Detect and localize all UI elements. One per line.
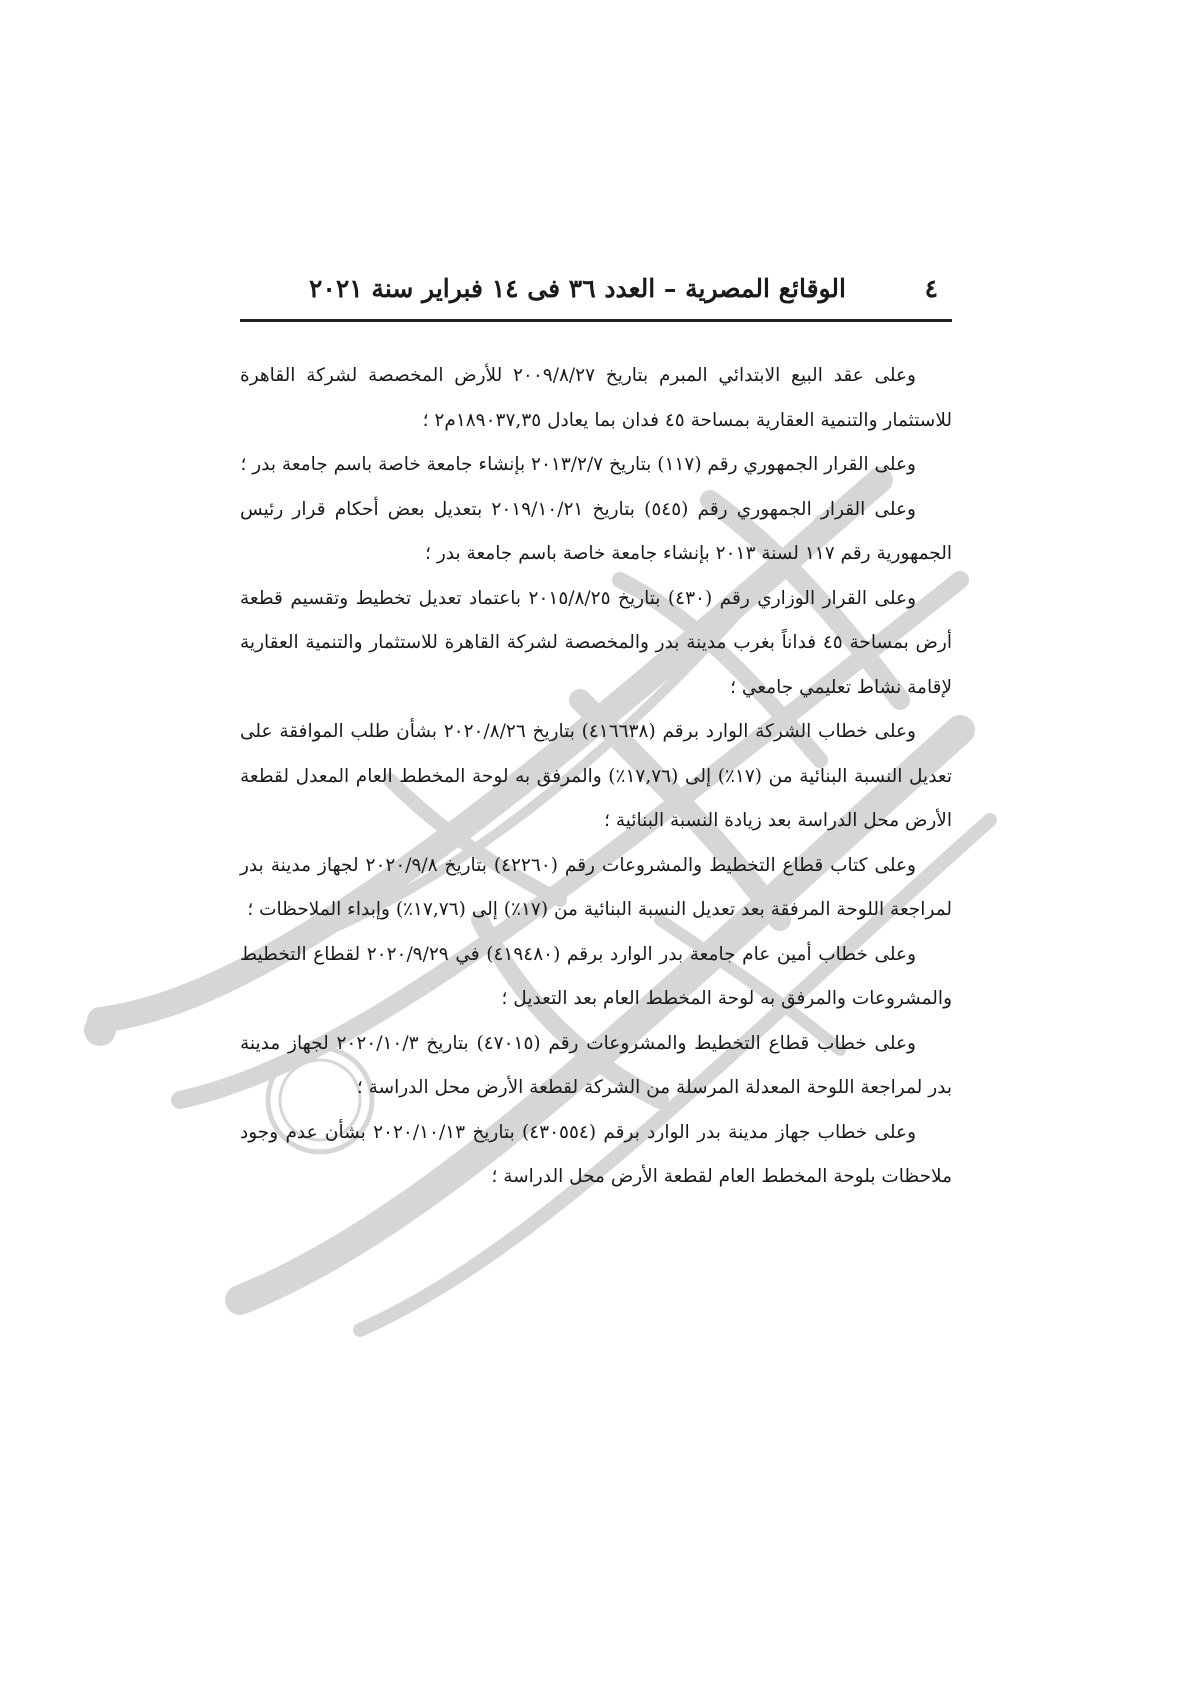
paragraph-university-secretary-letter: وعلى خطاب أمين عام جامعة بدر الوارد برقم (٤١٩٤٨٠) في ٢٠٢٠/٩/٢٩ لقطاع التخطيط والمشروعات والمرفق به لوحة المخطط العام بعد التعديل ؛ <box>240 943 952 1009</box>
page-header <box>240 274 952 324</box>
paragraph-sale-contract: وعلى عقد البيع الابتدائي المبرم بتاريخ ٢٠٠٩/٨/٢٧ للأرض المخصصة لشركة القاهرة للاستثمار والتنمية العقارية بمساحة ٤٥ فدان بما يعادل ١٨٩٠٣٧,٣٥م٢ ؛ <box>240 365 952 431</box>
page-number: ٤ <box>924 274 938 303</box>
paragraph-presidential-decree-117: وعلى القرار الجمهوري رقم (١١٧) بتاريخ ٢٠١٣/٢/٧ بإنشاء جامعة خاصة باسم جامعة بدر ؛ <box>240 454 916 475</box>
document-body <box>240 354 952 1200</box>
header-divider <box>240 319 952 322</box>
gazette-title: الوقائع المصرية – العدد ٣٦ فى ١٤ فبراير سنة ٢٠٢١ <box>309 274 846 303</box>
paragraph-ministerial-decree-430: وعلى القرار الوزاري رقم (٤٣٠) بتاريخ ٢٠١٥/٨/٢٥ باعتماد تعديل تخطيط وتقسيم قطعة أرض بمساحة ٤٥ فداناً بغرب مدينة بدر والمخصصة لشركة القاهرة للاستثمار والتنمية العقارية لإقامة نشاط تعليمي جامعي ؛ <box>240 587 952 698</box>
paragraph-company-letter: وعلى خطاب الشركة الوارد برقم (٤١٦٦٣٨) بتاريخ ٢٠٢٠/٨/٢٦ بشأن طلب الموافقة على تعديل النسبة البنائية من (١٧٪) إلى (١٧,٧٦٪) والمرفق به لوحة المخطط العام المعدل لقطعة الأرض محل الدراسة بعد زيادة النسبة البنائية ؛ <box>240 721 952 831</box>
paragraph-planning-sector-letter: وعلى كتاب قطاع التخطيط والمشروعات رقم (٤٢٢٦٠) بتاريخ ٢٠٢٠/٩/٨ لجهاز مدينة بدر لمراجعة اللوحة المرفقة بعد تعديل النسبة البنائية من (١٧٪) إلى (١٧,٧٦٪) وإبداء الملاحظات ؛ <box>240 854 952 920</box>
paragraph-presidential-decree-545: وعلى القرار الجمهوري رقم (٥٤٥) بتاريخ ٢٠١٩/١٠/٢١ بتعديل بعض أحكام قرار رئيس الجمهورية رقم ١١٧ لسنة ٢٠١٣ بإنشاء جامعة خاصة باسم جامعة بدر ؛ <box>240 498 952 564</box>
paragraph-planning-sector-letter-2: وعلى خطاب قطاع التخطيط والمشروعات رقم (٤٧٠١٥) بتاريخ ٢٠٢٠/١٠/٣ لجهاز مدينة بدر لمراجعة اللوحة المعدلة المرسلة من الشركة لقطعة الأرض محل الدراسة ؛ <box>240 1032 952 1098</box>
paragraph-badr-city-authority-letter: وعلى خطاب جهاز مدينة بدر الوارد برقم (٤٣٠٥٥٤) بتاريخ ٢٠٢٠/١٠/١٣ بشأن عدم وجود ملاحظات بلوحة المخطط العام لقطعة الأرض محل الدراسة ؛ <box>240 1121 952 1187</box>
